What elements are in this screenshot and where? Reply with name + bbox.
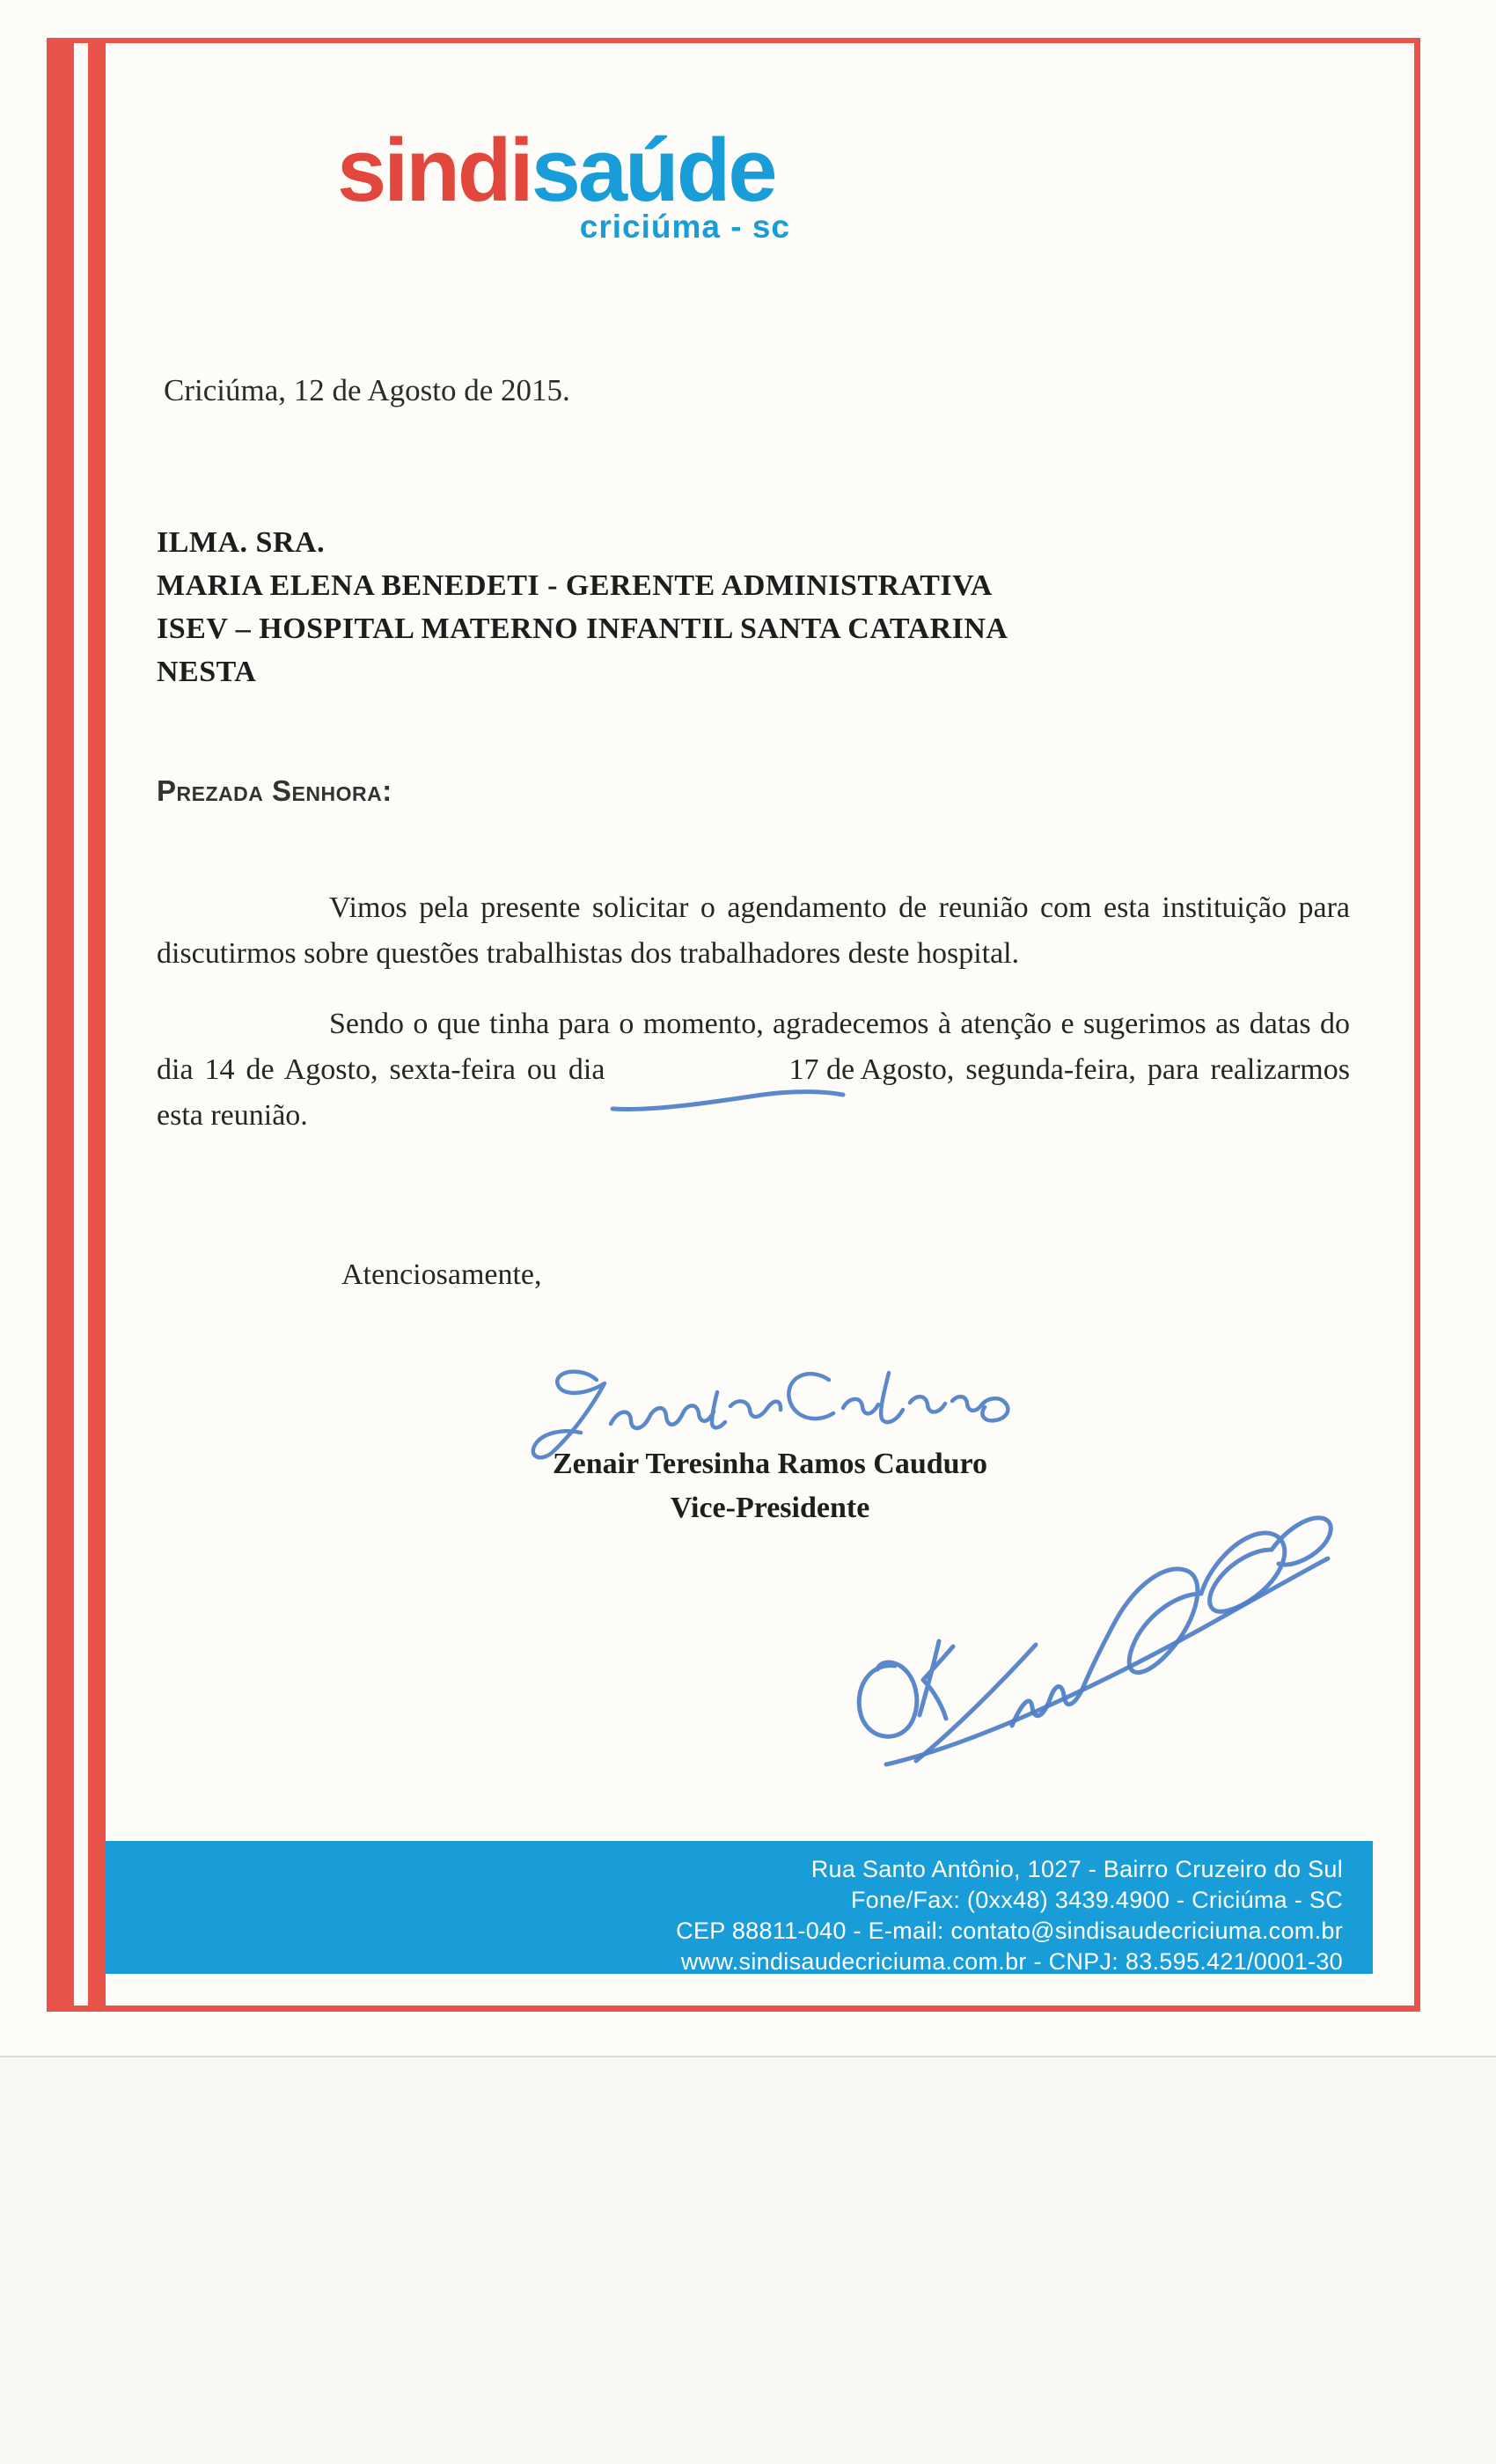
date-line: Criciúma, 12 de Agosto de 2015.: [164, 373, 570, 407]
approval-signature: [1012, 1518, 1331, 1726]
recipient-line: ILMA. SRA.: [157, 526, 326, 559]
signer-name: Zenair Teresinha Ramos Cauduro: [552, 1448, 988, 1480]
left-red-stripe-inner: [88, 38, 106, 2011]
paragraph2-pre: Sendo o que tinha para o momento, agradecemos à atenção e sugerimos as datas do dia 14 de Agosto, sexta-feira ou dia: [157, 1008, 1350, 1086]
recipient-block: [157, 521, 1008, 693]
footer-line: www.sindisaudecriciuma.com.br - CNPJ: 83.595.421/0001-30: [680, 1948, 1343, 1975]
handwritten-signature: [519, 1360, 1021, 1462]
footer-bar: [106, 1841, 1373, 1974]
border-bottom-line: [47, 2006, 1420, 2012]
logo-subtitle: criciúma - sc: [579, 209, 790, 245]
left-red-stripe-outer: [47, 38, 74, 2011]
signer-title: Vice-Presidente: [670, 1492, 870, 1524]
paragraph2-post: segunda-feira, para realizarmos esta reunião.: [157, 1053, 1350, 1132]
logo-text-blue: saúde: [531, 121, 775, 220]
footer-line: CEP 88811-040 - E-mail: contato@sindisaudecriciuma.com.br: [676, 1918, 1343, 1944]
footer-line: Fone/Fax: (0xx48) 3439.4900 - Criciúma - SC: [850, 1887, 1343, 1913]
logo-wordmark: [337, 121, 775, 220]
salutation: Prezada Senhora:: [157, 774, 392, 807]
paragraph2-underlined-text: 17 de Agosto,: [788, 1053, 955, 1086]
logo-swoosh-icon: [792, 97, 1197, 260]
body-paragraph-2: [157, 1001, 1350, 1139]
scanner-background: [0, 2057, 1496, 2464]
underlined-phrase: [616, 1047, 954, 1093]
logo-text-red: sindi: [337, 121, 532, 220]
recipient-line: MARIA ELENA BENEDETI - GERENTE ADMINISTRATIVA: [157, 569, 993, 602]
approval-annotation: [832, 1490, 1342, 1789]
footer-line: Rua Santo Antônio, 1027 - Bairro Cruzeiro do Sul: [810, 1856, 1343, 1882]
body-paragraph-1: Vimos pela presente solicitar o agendamento de reunião com esta instituição para discutirmos sobre questões trabalhistas dos trabalhadores deste hospital.: [157, 891, 1350, 970]
recipient-line: ISEV – HOSPITAL MATERNO INFANTIL SANTA CATARINA: [157, 612, 1008, 645]
border-right-line: [1414, 38, 1420, 2012]
recipient-line: NESTA: [157, 656, 257, 688]
footer-text: [106, 1841, 1373, 1977]
letter-body: [157, 885, 1350, 1163]
closing: Atenciosamente,: [341, 1258, 542, 1291]
ok-note: [859, 1641, 953, 1736]
hand-underline-stroke: [609, 1086, 847, 1112]
border-top-line: [47, 38, 1419, 43]
